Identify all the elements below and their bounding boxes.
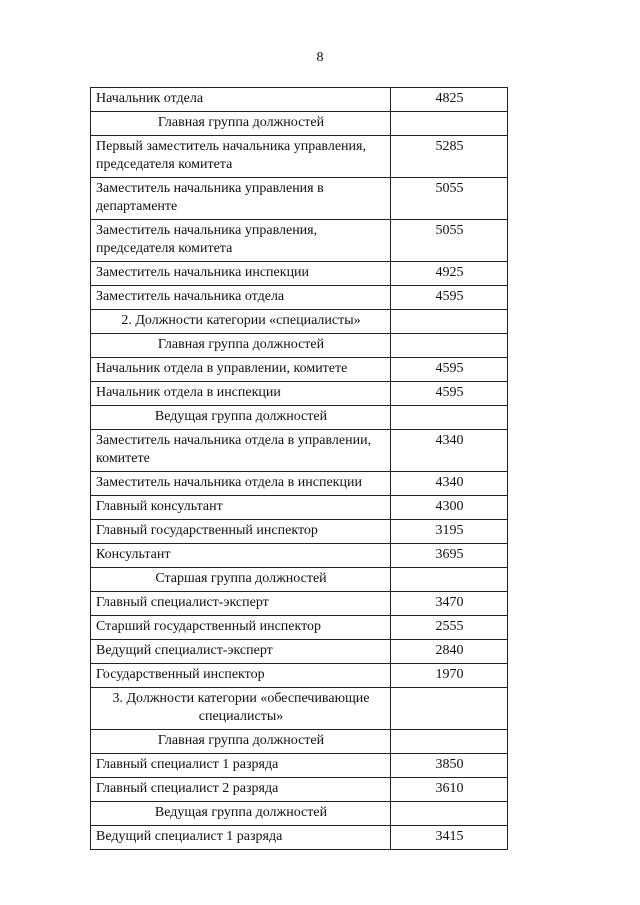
salary-value-cell: 4340 — [391, 430, 508, 472]
salary-value-cell: 2555 — [391, 616, 508, 640]
table-row — [91, 640, 508, 664]
table-row — [91, 496, 508, 520]
salary-table — [90, 87, 508, 850]
position-name-cell: Главный консультант — [91, 496, 391, 520]
position-name-cell: Главный специалист-эксперт — [91, 592, 391, 616]
salary-value-cell — [391, 688, 508, 730]
position-name-cell: Заместитель начальника отдела в инспекции — [91, 472, 391, 496]
salary-value-cell: 4595 — [391, 286, 508, 310]
position-name-cell: Первый заместитель начальника управления, председателя комитета — [91, 136, 391, 178]
position-name-cell: Начальник отдела в инспекции — [91, 382, 391, 406]
table-row — [91, 664, 508, 688]
salary-value-cell: 3470 — [391, 592, 508, 616]
position-name-cell: Начальник отдела — [91, 88, 391, 112]
salary-value-cell: 3610 — [391, 778, 508, 802]
table-group-header-row — [91, 688, 508, 730]
salary-value-cell: 4595 — [391, 382, 508, 406]
salary-value-cell: 4595 — [391, 358, 508, 382]
table-row — [91, 754, 508, 778]
position-name-cell: Заместитель начальника отдела в управлении, комитете — [91, 430, 391, 472]
salary-value-cell: 1970 — [391, 664, 508, 688]
group-heading-cell: 3. Должности категории «обеспечивающие специалисты» — [91, 688, 391, 730]
salary-value-cell: 3850 — [391, 754, 508, 778]
table-group-header-row — [91, 802, 508, 826]
salary-value-cell — [391, 334, 508, 358]
salary-value-cell — [391, 730, 508, 754]
position-name-cell: Начальник отдела в управлении, комитете — [91, 358, 391, 382]
table-group-header-row — [91, 568, 508, 592]
table-body — [91, 88, 508, 850]
salary-value-cell: 4340 — [391, 472, 508, 496]
table-group-header-row — [91, 406, 508, 430]
table-row — [91, 592, 508, 616]
table-group-header-row — [91, 310, 508, 334]
position-name-cell: Консультант — [91, 544, 391, 568]
table-group-header-row — [91, 334, 508, 358]
salary-value-cell: 5285 — [391, 136, 508, 178]
group-heading-cell: Главная группа должностей — [91, 334, 391, 358]
position-name-cell: Старший государственный инспектор — [91, 616, 391, 640]
salary-value-cell: 4925 — [391, 262, 508, 286]
salary-value-cell — [391, 112, 508, 136]
salary-value-cell: 3415 — [391, 826, 508, 850]
position-name-cell: Заместитель начальника управления в департаменте — [91, 178, 391, 220]
table-row — [91, 430, 508, 472]
group-heading-cell: 2. Должности категории «специалисты» — [91, 310, 391, 334]
table-row — [91, 220, 508, 262]
table-row — [91, 520, 508, 544]
position-name-cell: Заместитель начальника отдела — [91, 286, 391, 310]
table-row — [91, 88, 508, 112]
table-group-header-row — [91, 730, 508, 754]
salary-value-cell: 5055 — [391, 220, 508, 262]
table-row — [91, 826, 508, 850]
salary-value-cell: 5055 — [391, 178, 508, 220]
table-row — [91, 286, 508, 310]
group-heading-cell: Ведущая группа должностей — [91, 406, 391, 430]
group-heading-cell: Старшая группа должностей — [91, 568, 391, 592]
table-row — [91, 136, 508, 178]
table-row — [91, 262, 508, 286]
salary-value-cell: 4825 — [391, 88, 508, 112]
position-name-cell: Ведущий специалист-эксперт — [91, 640, 391, 664]
salary-value-cell — [391, 568, 508, 592]
group-heading-cell: Главная группа должностей — [91, 112, 391, 136]
table-row — [91, 382, 508, 406]
position-name-cell: Ведущий специалист 1 разряда — [91, 826, 391, 850]
salary-value-cell: 4300 — [391, 496, 508, 520]
salary-value-cell: 2840 — [391, 640, 508, 664]
group-heading-cell: Ведущая группа должностей — [91, 802, 391, 826]
table-row — [91, 472, 508, 496]
position-name-cell: Заместитель начальника управления, председателя комитета — [91, 220, 391, 262]
salary-value-cell: 3195 — [391, 520, 508, 544]
table-group-header-row — [91, 112, 508, 136]
salary-value-cell: 3695 — [391, 544, 508, 568]
salary-value-cell — [391, 310, 508, 334]
salary-value-cell — [391, 802, 508, 826]
page-number: 8 — [316, 50, 324, 65]
table-row — [91, 544, 508, 568]
salary-value-cell — [391, 406, 508, 430]
group-heading-cell: Главная группа должностей — [91, 730, 391, 754]
table-row — [91, 358, 508, 382]
table-row — [91, 778, 508, 802]
position-name-cell: Заместитель начальника инспекции — [91, 262, 391, 286]
table-row — [91, 178, 508, 220]
position-name-cell: Главный специалист 2 разряда — [91, 778, 391, 802]
position-name-cell: Главный специалист 1 разряда — [91, 754, 391, 778]
position-name-cell: Государственный инспектор — [91, 664, 391, 688]
table-row — [91, 616, 508, 640]
position-name-cell: Главный государственный инспектор — [91, 520, 391, 544]
